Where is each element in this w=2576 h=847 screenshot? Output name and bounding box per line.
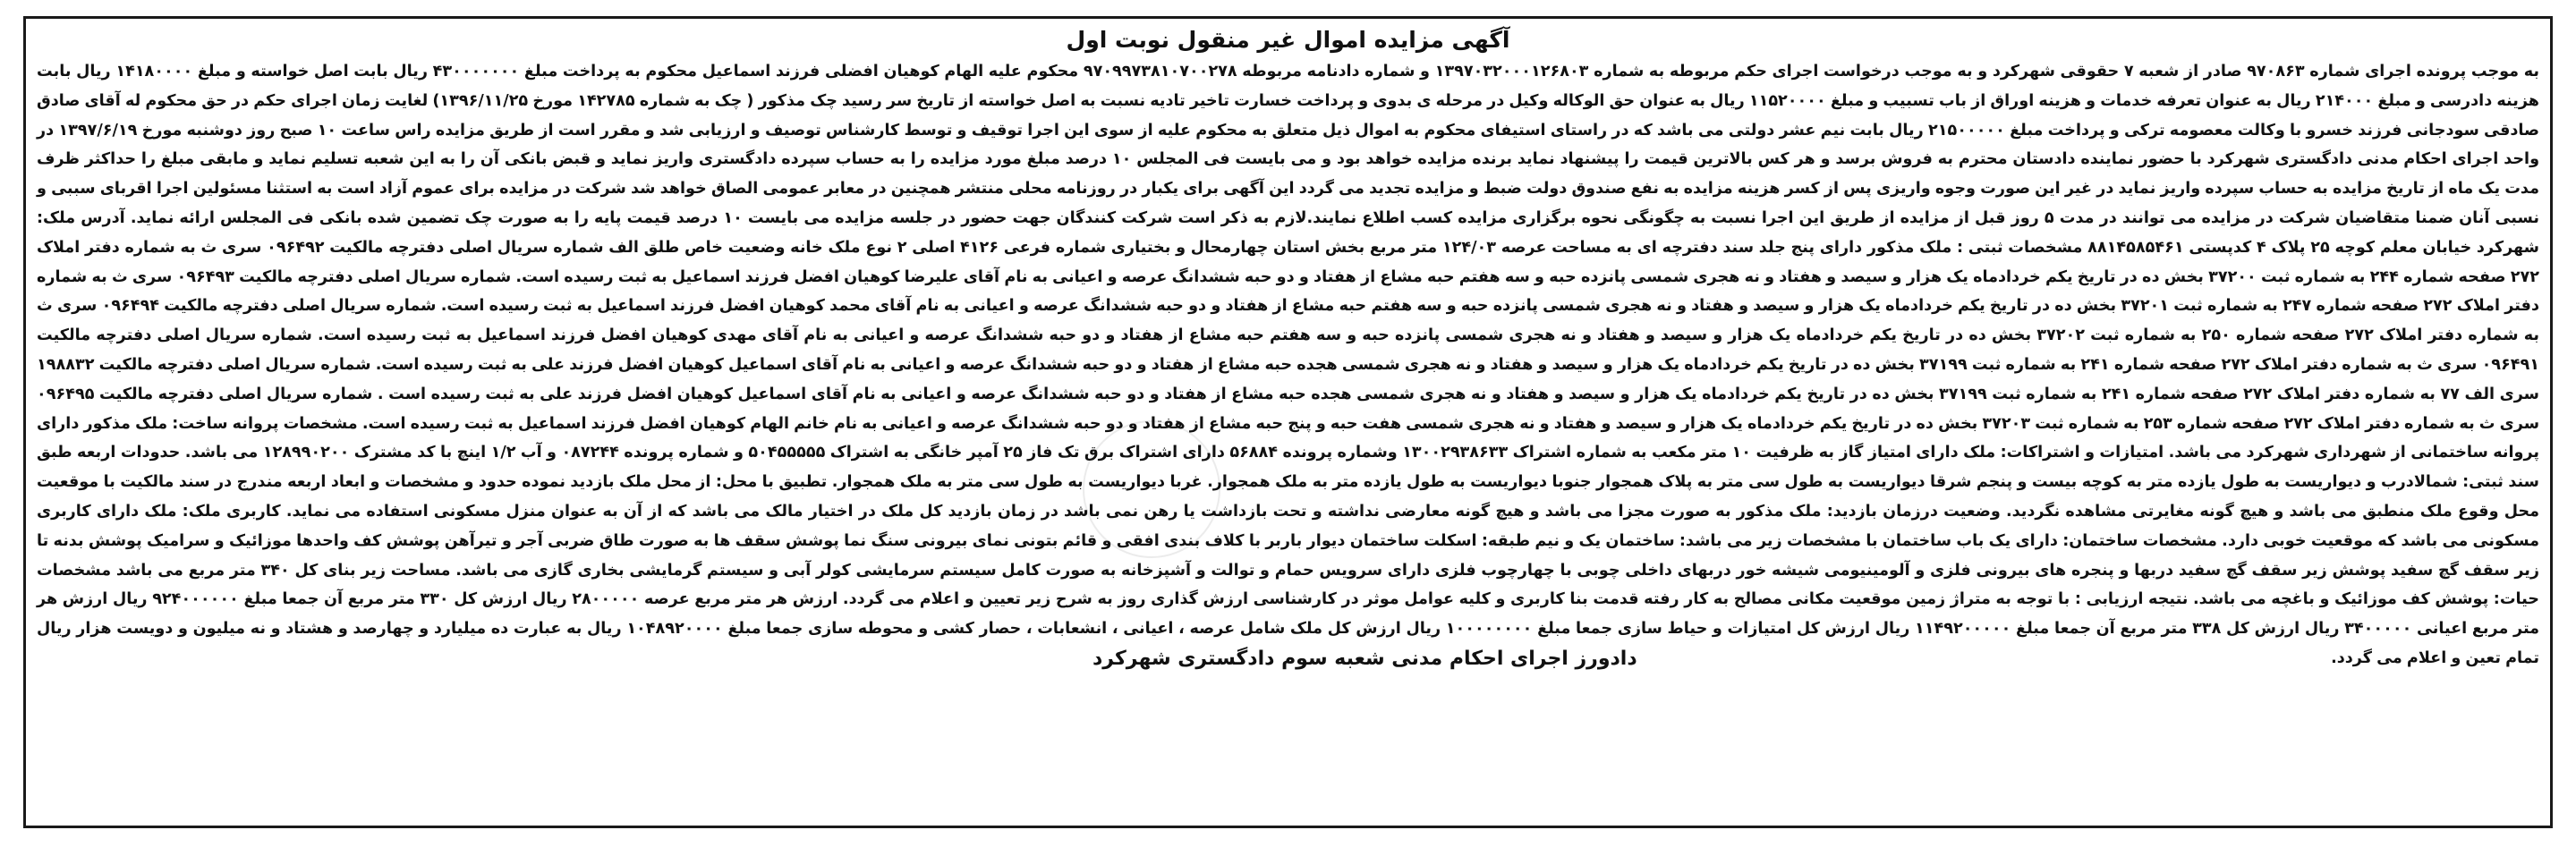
notice-title: آگهی مزایده اموال غیر منقول نوبت اول: [1066, 27, 1510, 53]
notice-signature: دادورز اجرای احکام مدنی شعبه سوم دادگستری شهرکرد: [1092, 647, 1637, 670]
auction-notice: [23, 16, 2553, 828]
notice-body: به موجب پرونده اجرای شماره ۹۷۰۸۶۳ صادر از شعبه ۷ حقوقی شهرکرد و به موجب درخواست اجرای حکم مربوطه به شماره ۱۳۹۷۰۳۲۰۰۰۱۲۶۸۰۳ و شماره دادنامه مربوطه ۹۷۰۹۹۷۳۸۱۰۷۰۰۲۷۸ محکوم علیه الهام کوهیان افضلی فرزند اسماعیل محکوم به پرداخت مبلغ ۴۳۰۰۰۰۰۰۰ ریال بابت اصل خواسته و مبلغ ۱۴۱۸۰۰۰۰ ریال بابت هزینه دادرسی و مبلغ ۲۱۴۰۰۰ ریال به عنوان تعرفه خدمات و هزینه اوراق از باب تسبیب و مبلغ ۱۱۵۲۰۰۰۰ ریال به عنوان حق الوکاله وکیل در مرحله ی بدوی و پرداخت خسارت تاخیر تادیه نسبت به اصل خواسته از تاریخ سر رسید چک مذکور ( چک به شماره ۱۴۲۷۸۵ مورخ ۱۳۹۶/۱۱/۲۵) لغایت زمان اجرای حکم در حق محکوم له آقای صادق صادقی سودجانی فرزند خسرو با وکالت معصومه ترکی و پرداخت مبلغ ۲۱۵۰۰۰۰۰ ریال بابت نیم عشر دولتی می باشد که در راستای استیفای محکوم به اموال ذیل متعلق به محکوم علیه از سوی این اجرا توقیف و توسط کارشناس توصیف و ارزیابی شد و مقرر است از طریق مزایده راس ساعت ۱۰ صبح روز دوشنبه مورخ ۱۳۹۷/۶/۱۹ در واحد اجرای احکام مدنی دادگستری شهرکرد با حضور نماینده دادستان محترم به فروش برسد و هر کس بالاترین قیمت را پیشنهاد نماید برنده مزایده خواهد بود و می بایست فی المجلس ۱۰ درصد مبلغ مورد مزایده را به حساب سپرده دادگستری واریز نماید و قبض بانکی آن را به این شعبه تسلیم نماید و مابقی مبلغ را حداکثر ظرف مدت یک ماه از تاریخ مزایده به حساب سپرده واریز نماید در غیر این صورت وجوه واریزی پس از کسر هزینه مزایده به نفع صندوق دولت ضبط و مزایده تجدید می گردد این آگهی برای یکبار در روزنامه محلی منتشر همچنین در معابر عمومی الصاق خواهد شد شرکت در مزایده برای عموم آزاد است به استثنا مسئولین اجرا اقربای سببی و نسبی آنان ضمنا متقاضیان شرکت در مزایده می توانند در مدت ۵ روز قبل از مزایده از طریق این اجرا نسبت به چگونگی نحوه برگزاری مزایده کسب اطلاع نمایند.لازم به ذکر است شرکت کنندگان جهت حضور در جلسه مزایده می بایست ۱۰ درصد قیمت پایه را به صورت چک تضمین شده بانکی فی المجلس ارائه نماید. آدرس ملک: شهرکرد خیابان معلم کوچه ۲۵ پلاک ۴ کدپستی ۸۸۱۴۵۸۵۴۶۱ مشخصات ثبتی : ملک مذکور دارای پنج جلد سند دفترچه ای به مساحت عرصه ۱۲۴/۰۳ متر مربع بخش استان چهارمحال و بختیاری شماره فرعی ۴۱۲۶ اصلی ۲ نوع ملک خانه وضعیت خاص طلق الف شماره سریال اصلی دفترچه مالکیت ۰۹۶۴۹۲ سری ث به شماره دفتر املاک ۲۷۲ صفحه شماره ۲۴۴ به شماره ثبت ۳۷۲۰۰ بخش ده در تاریخ یکم خردادماه یک هزار و سیصد و هفتاد و نه هجری شمسی پانزده حبه و سه هفتم حبه مشاع از هفتاد و دو حبه ششدانگ عرصه و اعیانی به نام آقای علیرضا کوهیان افضل فرزند اسماعیل به ثبت رسیده است. شماره سریال اصلی دفترچه مالکیت ۰۹۶۴۹۳ سری ث به شماره دفتر املاک ۲۷۲ صفحه شماره ۲۴۷ به شماره ثبت ۳۷۲۰۱ بخش ده در تاریخ یکم خردادماه یک هزار و سیصد و هفتاد و نه هجری شمسی پانزده حبه و سه هفتم حبه مشاع از هفتاد و دو حبه ششدانگ عرصه و اعیانی به نام آقای محمد کوهیان افضل فرزند اسماعیل به ثبت رسیده است. شماره سریال اصلی دفترچه مالکیت ۰۹۶۴۹۴ سری ث به شماره دفتر املاک ۲۷۲ صفحه شماره ۲۵۰ به شماره ثبت ۳۷۲۰۲ بخش ده در تاریخ یکم خردادماه یک هزار و سیصد و هفتاد و نه هجری شمسی پانزده حبه و سه هفتم حبه مشاع از هفتاد و دو حبه ششدانگ عرصه و اعیانی به نام آقای مهدی کوهیان افضل فرزند اسماعیل به ثبت رسیده است. شماره سریال اصلی دفترچه مالکیت ۰۹۶۴۹۱ سری ث به شماره دفتر املاک ۲۷۲ صفحه شماره ۲۴۱ به شماره ثبت ۳۷۱۹۹ بخش ده در تاریخ یکم خردادماه یک هزار و سیصد و هفتاد و نه هجری شمسی هجده حبه مشاع از هفتاد و دو حبه ششدانگ عرصه و اعیانی به نام آقای اسماعیل کوهیان افضل فرزند علی به ثبت رسیده است. شماره سریال اصلی دفترچه مالکیت ۱۹۸۸۳۲ سری الف ۷۷ به شماره دفتر املاک ۲۷۲ صفحه شماره ۲۴۱ به شماره ثبت ۳۷۱۹۹ بخش ده در تاریخ یکم خردادماه یک هزار و سیصد و هفتاد و نه هجری شمسی هجده حبه مشاع از هفتاد و دو حبه ششدانگ عرصه و اعیانی به نام آقای اسماعیل کوهیان افضل فرزند علی به ثبت رسیده است . شماره سریال اصلی دفترچه مالکیت ۰۹۶۴۹۵ سری ث به شماره دفتر املاک ۲۷۲ صفحه شماره ۲۵۳ به شماره ثبت ۳۷۲۰۳ بخش ده در تاریخ یکم خردادماه یک هزار و سیصد و هفتاد و نه هجری شمسی هفت حبه و پنج حبه مشاع از هفتاد و دو حبه ششدانگ عرصه و اعیانی به نام خانم الهام کوهیان افضل فرزند اسماعیل به ثبت رسیده است. مشخصات پروانه ساخت: ملک مذکور دارای پروانه ساختمانی از شهرداری شهرکرد می باشد. امتیازات و اشتراکات: ملک دارای امتیاز گاز به ظرفیت ۱۰ متر مکعب به شماره اشتراک ۱۳۰۰۲۹۳۸۶۳۳ وشماره پرونده ۵۶۸۸۴ دارای اشتراک برق تک فاز ۲۵ آمپر خانگی به اشتراک ۵۰۴۵۵۵۵۵ و شماره پرونده ۰۸۷۲۴۴ و آب ۱/۲ اینچ با کد مشترک ۱۲۸۹۹۰۲۰۰ می باشد. حدودات اربعه طبق سند ثبتی: شمالادرب و دیواریست به طول یازده متر به کوچه بیست و پنجم شرقا دیواریست به طول سی متر به پلاک همجوار جنوبا دیواریست به طول یازده متر به ملک همجوار. غربا دیواریست به طول سی متر به ملک همجوار. تطبیق با محل: از محل ملک بازدید نموده حدود و مشخصات و ابعاد اربعه مندرج در سند مالکیت با موقعیت محل وقوع ملک منطبق می باشد و هیچ گونه مغایرتی مشاهده نگردید. وضعیت درزمان بازدید: ملک مذکور به صورت مجزا می باشد و هیچ گونه معارضی نداشته و تحت بازداشت یا رهن نمی باشد در زمان بازدید کل ملک در اختیار مالک می باشد که از آن به عنوان منزل مسکونی استفاده می نماید. کاربری ملک: ملک دارای کاربری مسکونی می باشد که موقعیت خوبی دارد. مشخصات ساختمان: دارای یک باب ساختمان با مشخصات زیر می باشد: ساختمان یک و نیم طبقه: اسکلت ساختمان دیوار باربر با کلاف بندی افقی و قائم بتونی نمای بیرونی سنگ نما پوشش سقف ها به صورت طاق ضربی آجر و تیرآهن پوشش کف واحدها موزائیک و سرامیک پوشش بدنه تا زیر سقف گچ سفید پوشش زیر سقف گچ سفید دربها و پنجره های بیرونی فلزی و آلومینیومی شیشه خور دربهای داخلی چوبی با چهارچوب فلزی دارای سرویس حمام و توالت و آشپزخانه به صورت کامل سیستم سرمایشی کولر آبی و سیستم گرمایشی بخاری گازی می باشد. مساحت زیر بنای کل ۳۴۰ متر مربع می باشد مشخصات حیات: پوشش کف موزائیک و باغچه می باشد. نتیجه ارزیابی : با توجه به متراژ زمین موقعیت مکانی مصالح به کار رفته قدمت بنا کاربری و کلیه عوامل موثر در کارشناسی ارزش گذاری روز به شرح زیر تعیین و اعلام می گردد. ارزش هر متر مربع عرصه ۲۸۰۰۰۰۰ ریال ارزش کل ۳۳۰ متر مربع آن جمعا مبلغ ۹۲۴۰۰۰۰۰۰ ریال ارزش هر متر مربع اعیانی ۳۴۰۰۰۰۰ ریال ارزش کل ۳۳۸ متر مربع آن جمعا مبلغ ۱۱۴۹۲۰۰۰۰۰ ریال ارزش کل امتیازات و حیاط سازی جمعا مبلغ ۱۰۰۰۰۰۰۰۰ ریال ارزش کل ملک شامل عرصه ، اعیانی ، انشعابات ، حصار کشی و محوطه سازی جمعا مبلغ ۱۰۴۸۹۲۰۰۰۰ ریال به عبارت ده میلیارد و چهارصد و هشتاد و نه میلیون و دویست هزار ریال تمام تعین و اعلام می گردد.: [37, 63, 2540, 667]
